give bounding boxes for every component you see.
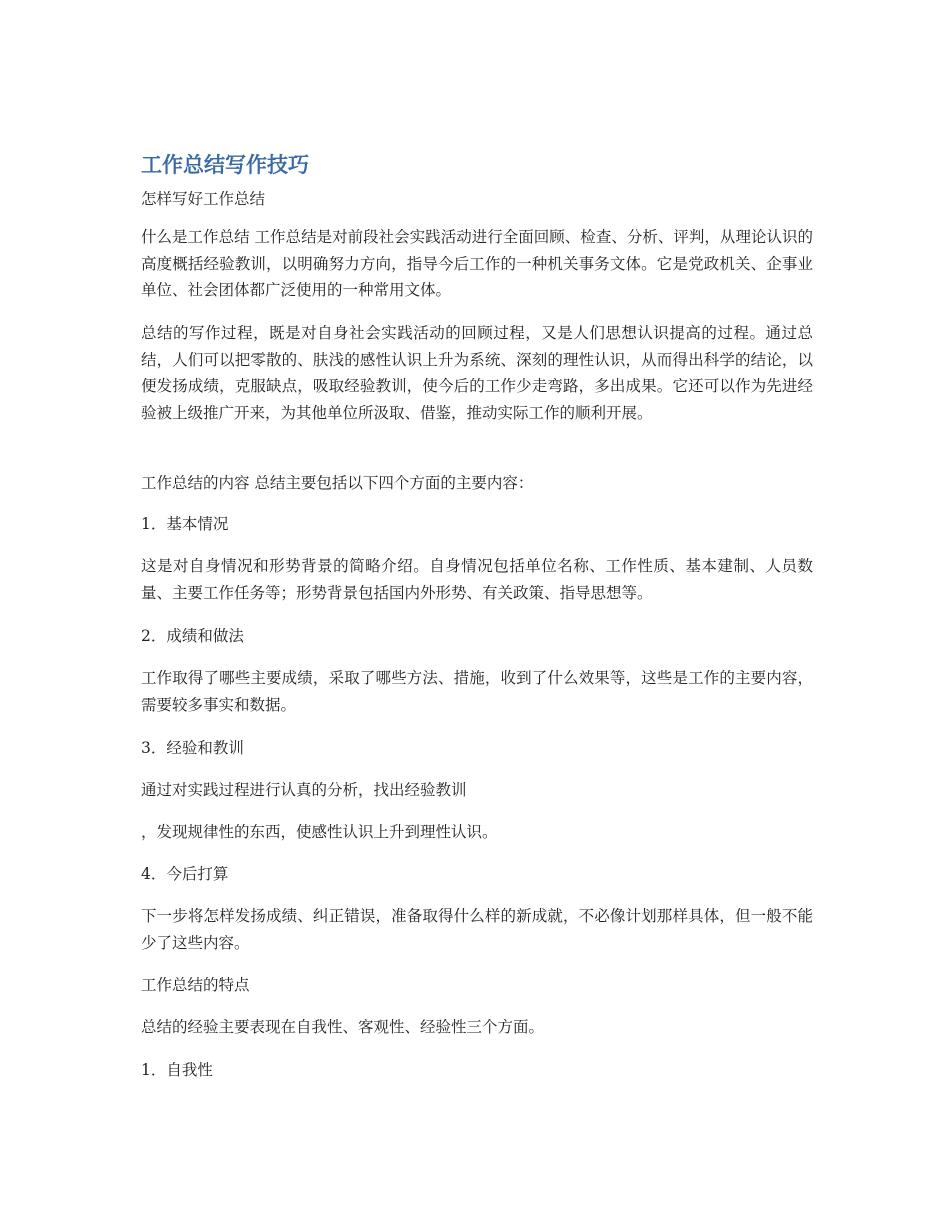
paragraph-lessons-part2: ，发现规律性的东西，使感性认识上升到理性认识。 (141, 823, 498, 841)
paragraph-definition: 什么是工作总结 工作总结是对前段社会实践活动进行全面回顾、检查、分析、评判，从理论认识的高度概括经验教训，以明确努力方向，指导今后工作的一种机关事务文体。它是党政机关、企事业单位、社会团体都广泛使用的一种常用文体。 (141, 228, 813, 299)
document-subtitle: 怎样写好工作总结 (141, 190, 266, 208)
document-title: 工作总结写作技巧 (141, 153, 309, 177)
heading-basic-situation: 1．基本情况 (141, 515, 229, 533)
paragraph-writing-process: 总结的写作过程，既是对自身社会实践活动的回顾过程，又是人们思想认识提高的过程。通过总结，人们可以把零散的、肤浅的感性认识上升为系统、深刻的理性认识，从而得出科学的结论，以便发扬成绩，克服缺点，吸取经验教训，使今后的工作少走弯路，多出成果。它还可以作为先进经验被上级推广开来，为其他单位所汲取、借鉴，推动实际工作的顺利开展。 (141, 324, 813, 422)
heading-self-nature: 1．自我性 (141, 1061, 213, 1079)
paragraph-achievements: 工作取得了哪些主要成绩，采取了哪些方法、措施，收到了什么效果等，这些是工作的主要内容，需要较多事实和数据。 (141, 669, 813, 714)
paragraph-characteristics: 总结的经验主要表现在自我性、客观性、经验性三个方面。 (141, 1018, 545, 1036)
paragraph-basic-situation: 这是对自身情况和形势背景的简略介绍。自身情况包括单位名称、工作性质、基本建制、人员数量、主要工作任务等；形势背景包括国内外形势、有关政策、指导思想等。 (141, 557, 813, 602)
heading-future-plans: 4．今后打算 (141, 865, 229, 883)
heading-achievements: 2．成绩和做法 (141, 627, 244, 645)
heading-lessons: 3．经验和教训 (141, 739, 244, 757)
paragraph-future-plans: 下一步将怎样发扬成绩、纠正错误，准备取得什么样的新成就，不必像计划那样具体，但一般不能少了这些内容。 (141, 907, 813, 952)
heading-characteristics: 工作总结的特点 (141, 976, 250, 994)
paragraph-content-intro: 工作总结的内容 总结主要包括以下四个方面的主要内容： (141, 474, 534, 492)
paragraph-lessons-part1: 通过对实践过程进行认真的分析，找出经验教训 (141, 781, 467, 799)
